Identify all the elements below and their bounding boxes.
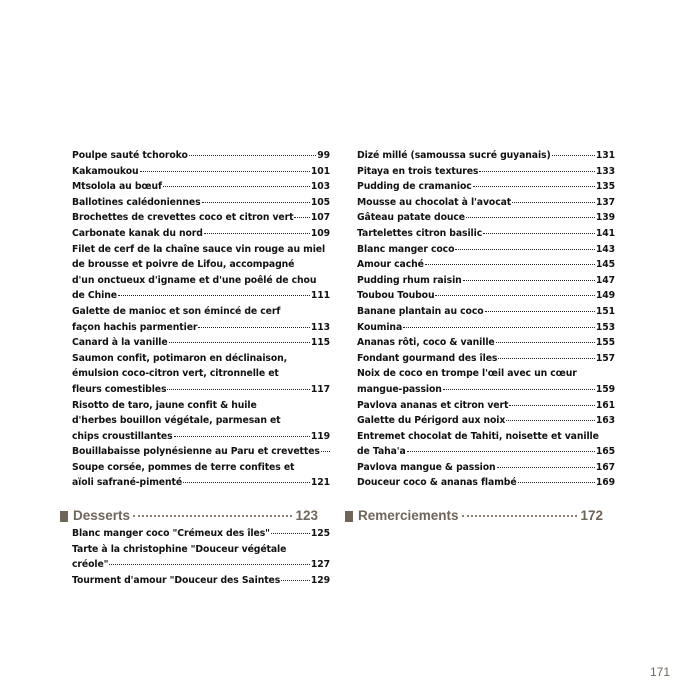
toc-entry-page: 155 (595, 337, 615, 349)
toc-entry-page: 159 (595, 383, 615, 395)
toc-entry-row (72, 179, 330, 195)
toc-entry[interactable] (357, 210, 615, 226)
toc-entry-page: 141 (595, 227, 615, 239)
toc-entry-page: 131 (595, 150, 615, 161)
toc-entry[interactable] (72, 444, 330, 460)
dot-leader (321, 451, 330, 452)
dot-leader (498, 358, 595, 359)
toc-entry-row (357, 242, 615, 258)
dot-leader (281, 580, 310, 581)
dot-leader (167, 389, 309, 390)
toc-entry-title-line: Entremet chocolat de Tahiti, noisette et vanille (357, 430, 599, 442)
dot-leader (479, 171, 595, 172)
toc-entry-page: 117 (310, 383, 330, 395)
section-page-number: 123 (295, 508, 318, 523)
toc-entry-page: 127 (310, 559, 330, 571)
toc-entry[interactable] (357, 429, 615, 460)
toc-entry[interactable] (357, 366, 615, 397)
toc-entry[interactable] (72, 210, 330, 226)
toc-entry-title-line: Noix de coco en trompe l'œil avec un cœur (357, 368, 577, 380)
dot-leader (133, 515, 292, 517)
toc-entry[interactable] (72, 573, 330, 589)
dot-leader (109, 564, 309, 565)
toc-entry-row (72, 195, 330, 211)
toc-entry[interactable] (72, 242, 330, 304)
page-number: 171 (650, 665, 671, 679)
toc-entry[interactable] (357, 351, 615, 367)
section-marker-icon (345, 511, 353, 522)
toc-entry[interactable] (357, 242, 615, 258)
toc-entry-title-line: d'un onctueux d'igname et d'une poêlé de chou (72, 274, 317, 286)
toc-entry-row (357, 164, 615, 180)
toc-entry-page: 115 (310, 337, 330, 349)
toc-entry-page: 101 (310, 165, 330, 177)
toc-entry-row (72, 164, 330, 180)
dot-leader (463, 280, 595, 281)
toc-entry-page: 143 (595, 243, 615, 255)
toc-entry-title: fleurs comestibles (72, 383, 167, 395)
toc-entry-title: Gâteau patate douce (357, 212, 465, 224)
toc-entry-title-line: Risotto de taro, jaune confit & huile (72, 399, 257, 411)
toc-entry-title: Canard à la vanille (72, 337, 168, 349)
dot-leader (174, 436, 310, 437)
toc-entry-page: 109 (310, 227, 330, 239)
toc-entry-title: Kakamoukou (72, 165, 139, 177)
toc-entry-title: mangue-passion (357, 383, 442, 395)
toc-entry-page: 163 (595, 415, 615, 427)
toc-entry-title: Fondant gourmand des îles (357, 352, 498, 364)
dot-leader (512, 202, 595, 203)
toc-entry-title: Dizé millé (samoussa sucré guyanais) (357, 150, 551, 161)
toc-entry-page: 151 (595, 305, 615, 317)
toc-entry-row (357, 413, 615, 429)
toc-entry[interactable] (357, 475, 615, 491)
toc-entry-row (357, 304, 615, 320)
toc-entry[interactable] (357, 195, 615, 211)
toc-entry[interactable] (357, 179, 615, 195)
toc-entry-page: 121 (310, 477, 330, 489)
toc-entry-title: Douceur coco & ananas flambé (357, 477, 517, 489)
toc-entry-row (72, 429, 330, 445)
dot-leader (473, 186, 595, 187)
toc-entry-row (357, 382, 615, 398)
dot-leader (202, 202, 310, 203)
dot-leader (425, 264, 595, 265)
toc-entry[interactable] (357, 413, 615, 429)
dot-leader (497, 467, 595, 468)
toc-entry-row (357, 257, 615, 273)
dot-leader (294, 217, 309, 218)
toc-entry[interactable] (72, 542, 330, 573)
dot-leader (466, 217, 595, 218)
toc-entry[interactable] (72, 351, 330, 398)
dot-leader (407, 451, 595, 452)
toc-entry-row (357, 475, 615, 491)
toc-entry-title: Koumina (357, 321, 403, 333)
toc-entry-title-line: Saumon confit, potimaron en déclinaison, (72, 352, 288, 364)
toc-entry-title: Blanc manger coco (357, 243, 455, 255)
toc-entry-row (357, 195, 615, 211)
dot-leader (198, 327, 309, 328)
section-marker-icon (60, 511, 68, 522)
dot-leader (140, 171, 310, 172)
dot-leader (118, 295, 310, 296)
toc-entry-row (357, 226, 615, 242)
toc-entry-title: Ananas rôti, coco & vanille (357, 337, 495, 349)
toc-entry-title-line: Galette de manioc et son émincé de cerf (72, 305, 281, 317)
toc-entry-row (357, 335, 615, 351)
toc-entry-row (72, 557, 330, 573)
toc-entry-row (357, 351, 615, 367)
toc-entry-page: 105 (310, 196, 330, 208)
dot-leader (455, 249, 595, 250)
toc-entry-title: Carbonate kanak du nord (72, 227, 203, 239)
toc-entry[interactable] (72, 460, 330, 491)
toc-entry-page: 113 (310, 321, 330, 333)
toc-entry-page: 99 (317, 150, 330, 161)
toc-entry-title-line: Soupe corsée, pommes de terre confites et (72, 461, 295, 473)
toc-entry-title: Tourment d'amour "Douceur des Saintes (72, 574, 281, 586)
toc-entry[interactable] (357, 148, 615, 164)
toc-entry-page: 153 (595, 321, 615, 333)
toc-entry-title: Galette du Périgord aux noix (357, 415, 506, 427)
toc-entry-title: Amour caché (357, 259, 424, 271)
toc-entry-row (357, 273, 615, 289)
toc-entry[interactable] (72, 304, 330, 335)
toc-entry-page: 147 (595, 274, 615, 286)
toc-entry[interactable] (72, 398, 330, 445)
toc-entry-row (72, 226, 330, 242)
toc-entry-page: 135 (595, 181, 615, 193)
toc-entry-page: 169 (595, 477, 615, 489)
toc-entry[interactable] (357, 304, 615, 320)
toc-entry-title: Bouillabaisse polynésienne au Paru et crevettes (72, 446, 320, 458)
toc-entry-title: façon hachis parmentier (72, 321, 198, 333)
toc-entry-page: 149 (595, 290, 615, 302)
toc-entry-row (72, 444, 330, 460)
section-page-number: 172 (580, 508, 603, 523)
dot-leader (183, 482, 310, 483)
toc-entry-row (357, 320, 615, 336)
toc-entry-title: Blanc manger coco "Crémeux des îles" (72, 528, 270, 539)
toc-entry-row (357, 179, 615, 195)
dot-leader (552, 155, 595, 156)
toc-entry-page: 119 (310, 430, 330, 442)
dot-leader (189, 155, 316, 156)
toc-entry-row (357, 460, 615, 476)
toc-entry-title: de Taha'a (357, 446, 406, 458)
toc-entry-row (357, 398, 615, 414)
toc-entry-page: 139 (595, 212, 615, 224)
toc-entry[interactable] (357, 288, 615, 304)
dot-leader (204, 233, 310, 234)
toc-entry-page: 107 (310, 212, 330, 224)
toc-entry-title: Pavlova ananas et citron vert (357, 399, 509, 411)
toc-entry-page: 103 (310, 181, 330, 193)
toc-entry-page: 133 (595, 165, 615, 177)
section-heading-desserts[interactable] (60, 507, 318, 525)
section-title: Remerciements (358, 508, 459, 523)
toc-entry[interactable] (72, 526, 330, 542)
toc-entry-row (72, 320, 330, 336)
toc-entry-row (357, 288, 615, 304)
toc-entry-page: 125 (310, 528, 330, 539)
toc-entry-title-line: de brousse et poivre de Lifou, accompagné (72, 259, 295, 271)
dot-leader (163, 186, 310, 187)
toc-entry-page: 129 (310, 574, 330, 586)
toc-desserts-list (72, 526, 330, 588)
toc-entry-row (72, 210, 330, 226)
section-heading-remerciements[interactable] (345, 507, 603, 525)
toc-entry-title: Ballotines calédoniennes (72, 196, 201, 208)
toc-entry-title-line: Tarte à la christophine "Douceur végétale (72, 543, 287, 555)
toc-entry-title: Mousse au chocolat à l'avocat (357, 196, 512, 208)
toc-entry-page: 165 (595, 446, 615, 458)
toc-entry-title: Toubou Toubou (357, 290, 435, 302)
dot-leader (496, 342, 595, 343)
toc-entry-title: Pavlova mangue & passion (357, 461, 496, 473)
dot-leader (485, 311, 595, 312)
toc-entry-title: de Chine (72, 290, 117, 302)
toc-entry-row (357, 444, 615, 460)
toc-entry[interactable] (357, 226, 615, 242)
toc-entry-page: 161 (595, 399, 615, 411)
toc-entry-page: 167 (595, 461, 615, 473)
toc-entry-title: aïoli safrané-pimenté (72, 477, 183, 489)
toc-entry[interactable] (357, 335, 615, 351)
toc-entry[interactable] (357, 164, 615, 180)
toc-entry-title: Tartelettes citron basilic (357, 227, 483, 239)
toc-entry[interactable] (357, 257, 615, 273)
toc-entry[interactable] (72, 226, 330, 242)
toc-entry-title: Mtsolola au bœuf (72, 181, 162, 193)
toc-entry-title-line: émulsion coco-citron vert, citronnelle et (72, 368, 279, 380)
toc-entry-row (72, 382, 330, 398)
dot-leader (271, 533, 310, 534)
dot-leader (435, 295, 594, 296)
toc-entry-page: 111 (310, 290, 330, 302)
toc-entry-row (72, 148, 330, 164)
toc-entry[interactable] (72, 195, 330, 211)
dot-leader (462, 515, 578, 517)
toc-entry[interactable] (72, 335, 330, 351)
dot-leader (509, 405, 595, 406)
toc-entry[interactable] (357, 273, 615, 289)
toc-entry[interactable] (357, 398, 615, 414)
toc-entry-title: Poulpe sauté tchoroko (72, 150, 188, 161)
toc-entry-page: 137 (595, 196, 615, 208)
toc-entry-row (357, 148, 615, 164)
toc-entry[interactable] (357, 460, 615, 476)
toc-entry-title: Pitaya en trois textures (357, 165, 479, 177)
toc-entry-row (72, 288, 330, 304)
toc-left-column (72, 148, 330, 491)
toc-entry-row (357, 210, 615, 226)
toc-entry-row (72, 573, 330, 589)
toc-right-column (357, 148, 615, 491)
toc-entry-row (72, 335, 330, 351)
toc-entry-title: créole" (72, 559, 109, 571)
dot-leader (506, 420, 595, 421)
dot-leader (169, 342, 310, 343)
toc-entry-title: chips croustillantes (72, 430, 173, 442)
toc-entry[interactable] (72, 164, 330, 180)
dot-leader (443, 389, 595, 390)
toc-entry-page: 157 (595, 352, 615, 364)
toc-entry-row (72, 475, 330, 491)
toc-entry-row (72, 526, 330, 542)
toc-entry-title-line: d'herbes bouillon végétale, parmesan et (72, 415, 281, 427)
dot-leader (518, 482, 595, 483)
toc-entry-title: Pudding de cramanioc (357, 181, 472, 193)
toc-entry-title-line: Filet de cerf de la chaîne sauce vin rouge au miel (72, 243, 326, 255)
toc-entry[interactable] (357, 320, 615, 336)
toc-entry-title: Banane plantain au coco (357, 305, 484, 317)
dot-leader (403, 327, 595, 328)
toc-entry[interactable] (72, 179, 330, 195)
section-title: Desserts (73, 508, 131, 523)
dot-leader (483, 233, 595, 234)
toc-entry-page: 145 (595, 259, 615, 271)
toc-entry-title: Brochettes de crevettes coco et citron vert (72, 212, 294, 224)
toc-entry-title: Pudding rhum raisin (357, 274, 462, 286)
toc-entry[interactable] (72, 148, 330, 164)
